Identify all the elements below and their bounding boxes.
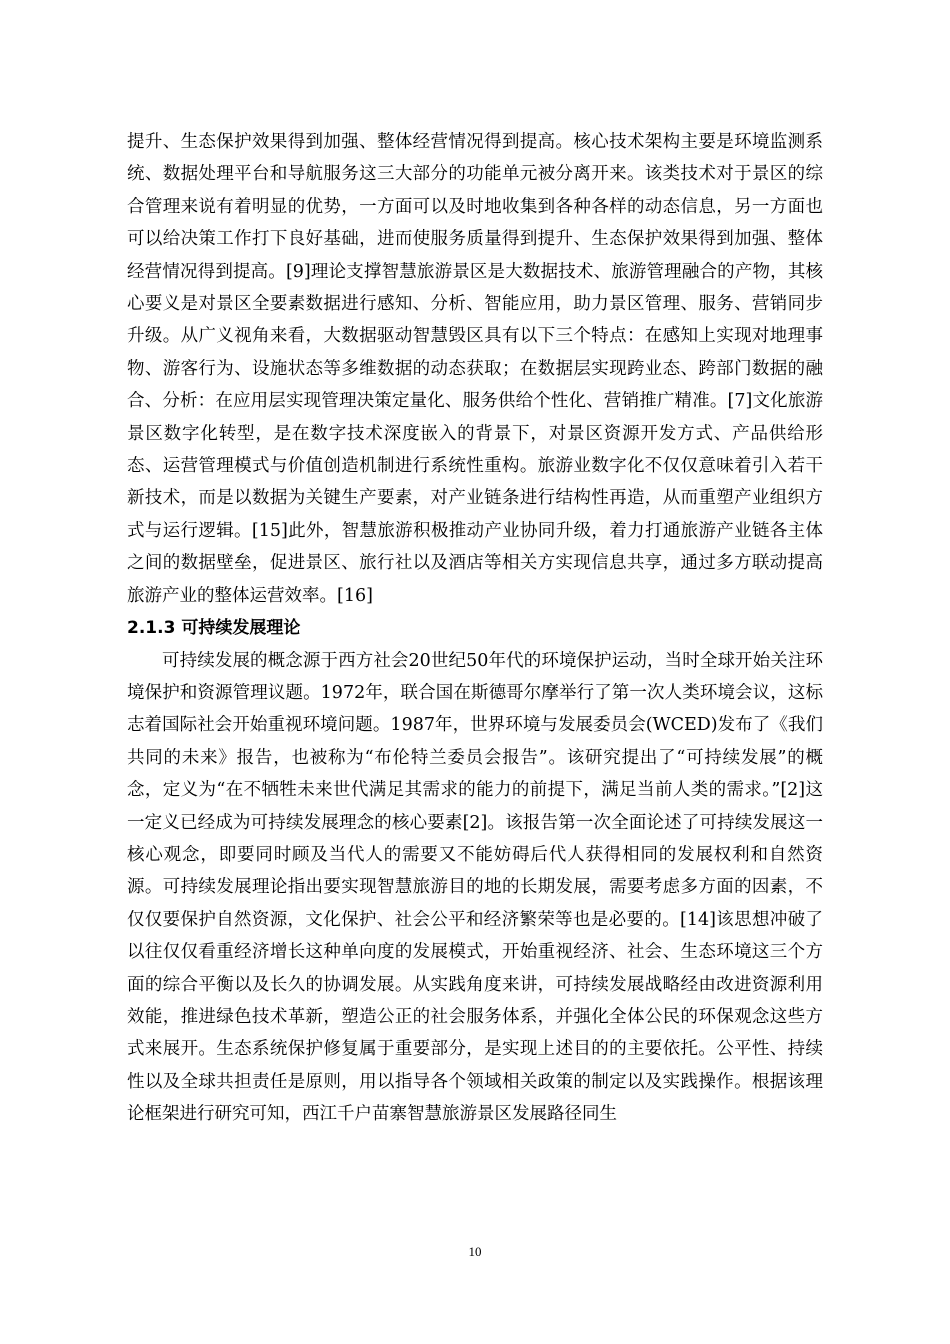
body-paragraph-2: 可持续发展的概念源于西方社会20世纪50年代的环境保护运动，当时全球开始关注环境保护和资源管理议题。1972年，联合国在斯德哥尔摩举行了第一次人类环境会议，这标志着国际社会开始重视环境问题。1987年，世界环境与发展委员会(WCED)发布了《我们共同的未来》报告，也被称为“布伦特兰委员会报告”。该研究提出了“可持续发展”的概念，定义为“在不牺牲未来世代满足其需求的能力的前提下，满足当前人类的需求。”[2]这一定义已经成为可持续发展理念的核心要素[2]。该报告第一次全面论述了可持续发展这一核心观念，即要同时顾及当代人的需要又不能妨碍后代人获得相同的发展权利和自然资源。可持续发展理论指出要实现智慧旅游目的地的长期发展，需要考虑多方面的因素，不仅仅要保护自然资源，文化保护、社会公平和经济繁荣等也是必要的。[14]该思想冲破了以往仅仅看重经济增长这种单向度的发展模式，开始重视经济、社会、生态环境这三个方面的综合平衡以及长久的协调发展。从实践角度来讲，可持续发展战略经由改进资源利用效能，推进绿色技术革新，塑造公正的社会服务体系，并强化全体公民的环保观念这些方式来展开。生态系统保护修复属于重要部分，是实现上述目的的主要依托。公平性、持续性以及全球共担责任是原则，用以指导各个领域相关政策的制定以及实践操作。根据该理论框架进行研究可知，西江千户苗寨智慧旅游景区发展路径同生 xyxy=(127,650,823,1125)
document-body xyxy=(127,126,823,1131)
page-number: 10 xyxy=(468,1244,482,1259)
body-paragraph-1: 提升、生态保护效果得到加强、整体经营情况得到提高。核心技术架构主要是环境监测系统、数据处理平台和导航服务这三大部分的功能单元被分离开来。该类技术对于景区的综合管理来说有着明显的优势，一方面可以及时地收集到各种各样的动态信息，另一方面也可以给决策工作打下良好基础，进而使服务质量得到提升、生态保护效果得到加强、整体经营情况得到提高。[9]理论支撑智慧旅游景区是大数据技术、旅游管理融合的产物，其核心要义是对景区全要素数据进行感知、分析、智能应用，助力景区管理、服务、营销同步升级。从广义视角来看，大数据驱动智慧毁区具有以下三个特点：在感知上实现对地理事物、游客行为、设施状态等多维数据的动态获取；在数据层实现跨业态、跨部门数据的融合、分析：在应用层实现管理决策定量化、服务供给个性化、营销推广精准。[7]文化旅游景区数字化转型，是在数字技术深度嵌入的背景下，对景区资源开发方式、产品供给形态、运营管理模式与价值创造机制进行系统性重构。旅游业数字化不仅仅意味着引入若干新技术，而是以数据为关键生产要素，对产业链条进行结构性再造，从而重塑产业组织方式与运行逻辑。[15]此外，智慧旅游积极推动产业协同升级，着力打通旅游产业链各主体之间的数据壁垒，促进景区、旅行社以及酒店等相关方实现信息共享，通过多方联动提高旅游产业的整体运营效率。[16] xyxy=(127,132,823,606)
section-heading: 2.1.3 可持续发展理论 xyxy=(127,618,301,639)
